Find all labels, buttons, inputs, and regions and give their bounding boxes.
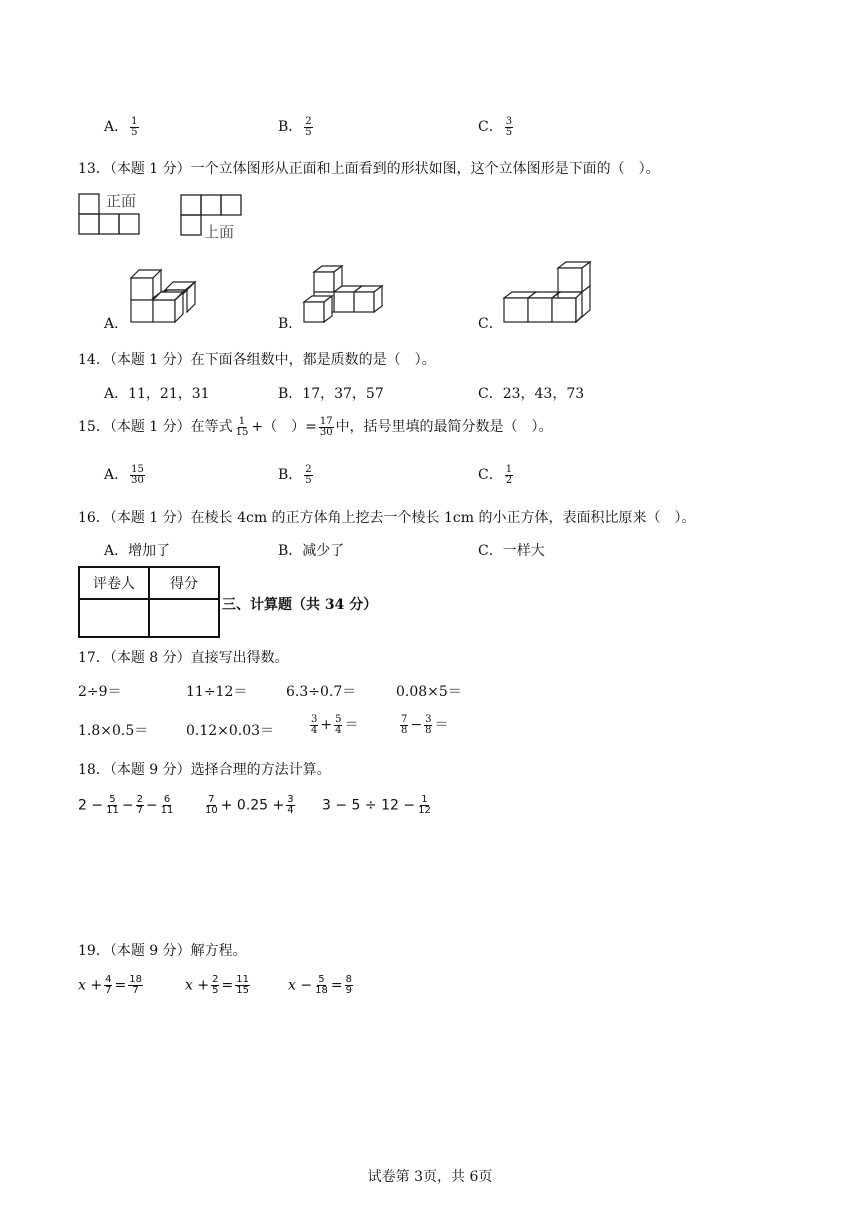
top-view-label: 上面 (204, 223, 235, 241)
q13-option-b-label: B． (278, 316, 303, 332)
fraction: $\frac{15}{30}$ (131, 463, 144, 486)
q13-option-c-label: C． (478, 316, 503, 332)
q13-question: 13．（本题 1 分）一个立体图形从正面和上面看到的形状如图，这个立体图形是下面的（ ）。 (78, 161, 660, 177)
fraction: $\frac{1}{15}$ (235, 415, 249, 438)
q16-option-b: B．减少了 (278, 543, 345, 559)
q17-item: 11÷12＝ (186, 684, 248, 700)
q19-question: 19．（本题 9 分）解方程。 (78, 943, 247, 959)
q12-option-c: C． $\frac{3}{5}$ (478, 115, 513, 138)
q15-option-a: A． $\frac{15}{30}$ (104, 463, 144, 486)
grader-header: 评卷人 (79, 567, 149, 599)
q18-expression-2: $\frac{7}{10}$ + 0.25 + $\frac{3}{4}$ (205, 794, 294, 816)
section-3-title: 三、计算题（共 34 分） (222, 597, 378, 613)
q15-question: 15．（本题 1 分）在等式 $\frac{1}{15}$ +（ ）= $\frac{17}{30}$ 中，括号里填的最简分数是（ ）。 (78, 415, 553, 438)
q17-item: 0.08×5＝ (396, 684, 462, 700)
fraction: $\frac{1}{5}$ (131, 115, 138, 138)
q16-question: 16．（本题 1 分）在棱长 4cm 的正方体角上挖去一个棱长 1cm 的小正方体，表面积比原来（ ）。 (78, 510, 696, 526)
q18-expression-1: 2 − $\frac{5}{11}$ − $\frac{2}{7}$ − $\frac{6}{11}$ (78, 794, 174, 816)
option-a-cubes-figure (128, 268, 202, 326)
fraction: $\frac{1}{2}$ (505, 463, 513, 486)
q19-equation-2: x + $\frac{2}{5}$ = $\frac{11}{15}$ (185, 974, 249, 996)
q17-item: 2÷9＝ (78, 684, 122, 700)
q14-option-c: C．23，43，73 (478, 386, 585, 402)
fraction: $\frac{2}{5}$ (305, 463, 312, 486)
q16-option-c: C．一样大 (478, 543, 545, 559)
q14-option-a: A．11，21，31 (104, 386, 210, 402)
q17-fraction-item: $\frac{3}{4}$ + $\frac{5}{4}$ ＝ (311, 713, 359, 736)
page-footer: 试卷第 3页，共 6页 (367, 1169, 493, 1185)
q18-expression-3: 3 − 5 ÷ 12 − $\frac{1}{12}$ (322, 794, 431, 816)
q15-option-c: C． $\frac{1}{2}$ (478, 463, 513, 486)
fraction: $\frac{3}{5}$ (505, 115, 513, 138)
grader-cell[interactable] (79, 599, 149, 637)
q18-question: 18．（本题 9 分）选择合理的方法计算。 (78, 762, 331, 778)
q15-option-b: B． $\frac{2}{5}$ (278, 463, 312, 486)
q17-item: 6.3÷0.7＝ (286, 684, 357, 700)
q13-option-a-label: A． (104, 316, 129, 332)
option-b-cubes-figure (302, 264, 386, 326)
score-table (78, 566, 220, 638)
score-cell[interactable] (149, 599, 219, 637)
q17-question: 17．（本题 8 分）直接写出得数。 (78, 650, 289, 666)
front-view-label: 正面 (106, 192, 137, 210)
q17-item: 1.8×0.5＝ (78, 723, 149, 739)
q14-question: 14．（本题 1 分）在下面各组数中，都是质数的是（ ）。 (78, 352, 436, 368)
fraction: $\frac{2}{5}$ (305, 115, 312, 138)
q16-option-a: A．增加了 (104, 543, 171, 559)
score-header: 得分 (149, 567, 219, 599)
q17-item: 0.12×0.03＝ (186, 723, 275, 739)
q14-option-b: B．17，37，57 (278, 386, 384, 402)
q12-option-a: A． $\frac{1}{5}$ (104, 115, 138, 138)
q12-option-b: B． $\frac{2}{5}$ (278, 115, 312, 138)
option-c-cubes-figure (502, 260, 596, 326)
q17-fraction-item: $\frac{7}{8}$ − $\frac{3}{8}$ ＝ (401, 713, 449, 736)
q19-equation-1: x + $\frac{4}{7}$ = $\frac{18}{7}$ (78, 974, 142, 996)
fraction: $\frac{17}{30}$ (319, 415, 333, 438)
q19-equation-3: x − $\frac{5}{18}$ = $\frac{8}{9}$ (288, 974, 352, 996)
